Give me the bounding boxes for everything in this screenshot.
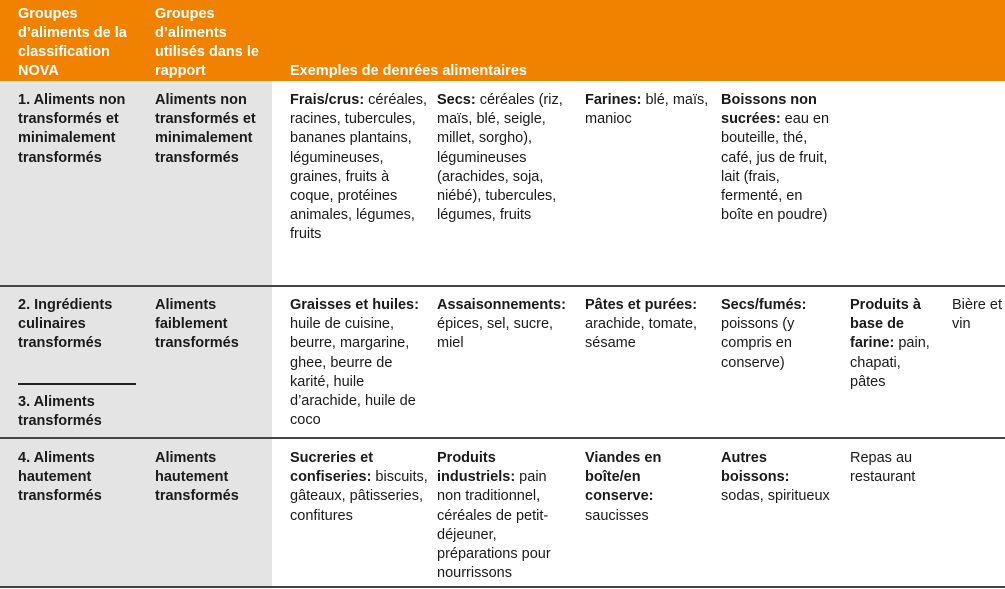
row-divider [0,285,1005,287]
row2-example-4 [721,296,831,373]
example-title: Farines: [585,92,642,108]
row2-example-1 [290,296,430,430]
example-text: saucisses [585,507,649,524]
example-text: blé, maïs, manioc [585,92,709,128]
example-title: Viandes en boîte/en conserve: [585,450,662,505]
row2-nova: 2. Ingrédients culinaires transformés [18,297,113,352]
example-text: huile de cuisine, beurre, margarine, ghee, beurre de karité, huile d’arachide, huile de coco [290,316,416,429]
example-title: Produits à base de farine: [850,297,921,352]
example-text: céréales, racines, tubercules, bananes plantains, légumineuses, graines, fruits à coque, protéines animales, légumes, fruits [290,92,428,243]
example-text: poissons (y compris en conserve) [721,316,795,371]
row3-example-3 [585,449,695,526]
example-title: Graisses et huiles: [290,297,419,313]
example-text: biscuits, gâteaux, pâtisseries, confitures [290,469,428,524]
row1-report: Aliments non transformés et minimalement transformés [155,92,256,166]
example-title: Secs: [437,92,476,108]
example-title: Frais/crus: [290,92,365,108]
row2-example-6: Bière et vin [952,297,1002,333]
example-title: Pâtes et purées: [585,297,698,313]
table-header [0,0,1005,81]
example-text: pain, chapati, pâtes [850,335,930,390]
row1-example-4 [721,91,831,225]
sub-divider [18,383,136,385]
row3-example-2 [437,449,572,583]
row2-report: Aliments faiblement transformés [155,297,239,352]
example-title: Boissons non sucrées: [721,92,817,128]
row3-report: Aliments hautement transformés [155,450,239,505]
example-text: pain non traditionnel, céréales de petit-déjeuner, préparations pour nourrissons [437,469,551,582]
example-text: céréales (riz, maïs, blé, seigle, millet, sorgho), légumineuses (arachides, soja, niébé), tubercules, légumes, fruits [437,92,563,224]
row2-example-5 [850,296,935,392]
row1-example-1 [290,91,430,245]
row2-example-3 [585,296,710,354]
table-bottom-rule [0,586,1005,588]
row1-nova: 1. Aliments non transformés et minimalement transformés [18,92,126,166]
example-text: sodas, spiritueux [721,488,830,505]
example-title: Produits industriels: [437,450,516,486]
row2-nova-sub: 3. Aliments transformés [18,394,102,430]
example-title: Secs/fumés: [721,297,807,313]
example-title: Autres boissons: [721,450,790,486]
example-text: eau en bouteille, thé, café, jus de fruit, lait (frais, fermenté, en boîte en poudre) [721,111,830,224]
example-title: Assaisonnements: [437,297,566,313]
row3-nova: 4. Aliments hautement transformés [18,450,102,505]
example-text: arachide, tomate, sésame [585,316,698,352]
row3-example-5: Repas au restaurant [850,450,916,486]
row2-example-2 [437,296,577,354]
row-divider [0,437,1005,439]
row3-example-4 [721,449,831,507]
row3-example-1 [290,449,430,526]
header-report-groups: Groupes d’aliments utilisés dans le rapport [155,6,259,79]
header-examples: Exemples de denrées alimentaires [290,63,527,79]
example-title: Sucreries et confiseries: [290,450,374,486]
row1-example-3 [585,91,710,129]
header-nova-groups: Groupes d’aliments de la classification NOVA [18,6,127,79]
row1-example-2 [437,91,572,225]
example-text: épices, sel, sucre, miel [437,316,554,352]
